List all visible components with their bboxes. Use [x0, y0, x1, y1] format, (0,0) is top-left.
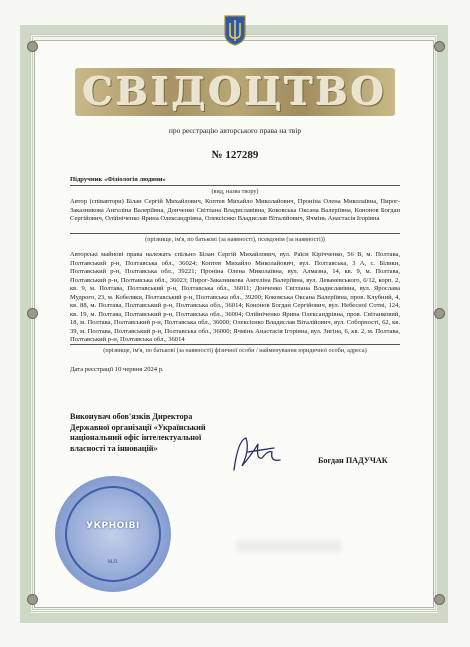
- redacted-area: [236, 540, 341, 552]
- signer-name: Богдан ПАДУЧАК: [318, 456, 388, 465]
- binding-hole: [27, 41, 38, 52]
- divider: [70, 344, 400, 345]
- seal-ring: [65, 486, 161, 582]
- binding-hole: [27, 308, 38, 319]
- certificate-title: СВІДОЦТВО: [82, 69, 388, 114]
- certificate-subtitle: про реєстрацію авторського права на твір: [168, 126, 302, 135]
- signature-icon: [228, 430, 288, 478]
- owners-caption: (прізвище, ім'я, по батькові (за наявності) фізичної особи / найменування юридичної особи, адреса): [103, 347, 367, 354]
- divider: [70, 185, 400, 186]
- divider: [70, 233, 400, 234]
- certificate-number: № 127289: [211, 149, 259, 161]
- binding-hole: [434, 41, 445, 52]
- trident-emblem-icon: [223, 14, 247, 46]
- authors-caption: (прізвище, ім'я, по батькові (за наявності), псевдонім (за наявності)): [145, 236, 325, 243]
- work-title: Підручник «Фізіологія людини»: [70, 176, 166, 183]
- work-caption: (вид, назва твору): [211, 188, 259, 195]
- director-title: Виконувач обов'язків Директора Державної організації «Український національний офіс інтелектуальної власності та інновацій»: [70, 412, 206, 453]
- binding-hole: [27, 594, 38, 605]
- seal-text: УКРНОІВІ: [86, 521, 140, 531]
- binding-hole: [434, 308, 445, 319]
- registration-date: Дата реєстрації 10 червня 2024 р.: [70, 366, 164, 373]
- authors-text: Автор (співавтори) Білан Сергій Михайлович, Коптев Михайло Миколайович, Проніна Олена Миколаївна, Пирог-Заказникова Ангеліна Валеріївна, Донченко Світлана Владиславівна, Коковська Оксана Валеріївна, Кононов Богдан Сергійович, Олійніченко Ярина Олександрівна, Олексієнко Владислав Віталійович, Ячмінь Анастасія Ігорівна: [70, 198, 400, 222]
- owners-text: Авторські майнові права належать спільно Білан Сергій Михайлович, вул. Раїси Кірічченко, 56 В, м. Полтава, Полтавський р-н, Полтавська обл., 36024; Коптев Михайло Миколайович, вул. Полтавська, 3 А, с. Білики, Полтавський р-н, Полтавська обл., 39221; Проніна Олена Миколаївна, вул. Алмазна, 14, кв. 9, м. Полтава, Полтавський р-н, Полтавська обл., 36023; Пирог-Заказникова Ангеліна Валеріївна, вул. Леваневського, 6/12, корп. 2, кв. 9, м. Полтава, Полтавський р-н, Полтавська обл., 36011; Донченко Світлана Владиславівна, вул. Ярослава Мудрого, 23, м. Кобеляки, Полтавський р-н, Полтавська обл., 39200; Коковська Оксана Валеріївна, пров. Клубний, 4, кв. 88, м. Полтава, Полтавський р-н, Полтавська обл., 36014; Кононов Богдан Сергійович, вул. Небесної Сотні, 124, кв. 19, м. Полтава, Полтавський р-н, Полтавська обл., 36004; Олійніченко Ярина Олександрівна, пров. Світанковий, 18, м. Полтава, Полтавський р-н, Полтавська обл., 36000; Олексієнко Владислав Віталійович, вул. Соборності, 62, кв. 39, м. Полтава, Полтавський р-н, Полтавська обл., 36000; Ячмінь Анастасія Ігорівна, вул. Зигіна, 6, кв. 2, м. Полтава, Полтавський р-н, Полтавська обл., 36014: [70, 251, 400, 343]
- seal-letters: М.П.: [107, 560, 119, 565]
- binding-hole: [434, 594, 445, 605]
